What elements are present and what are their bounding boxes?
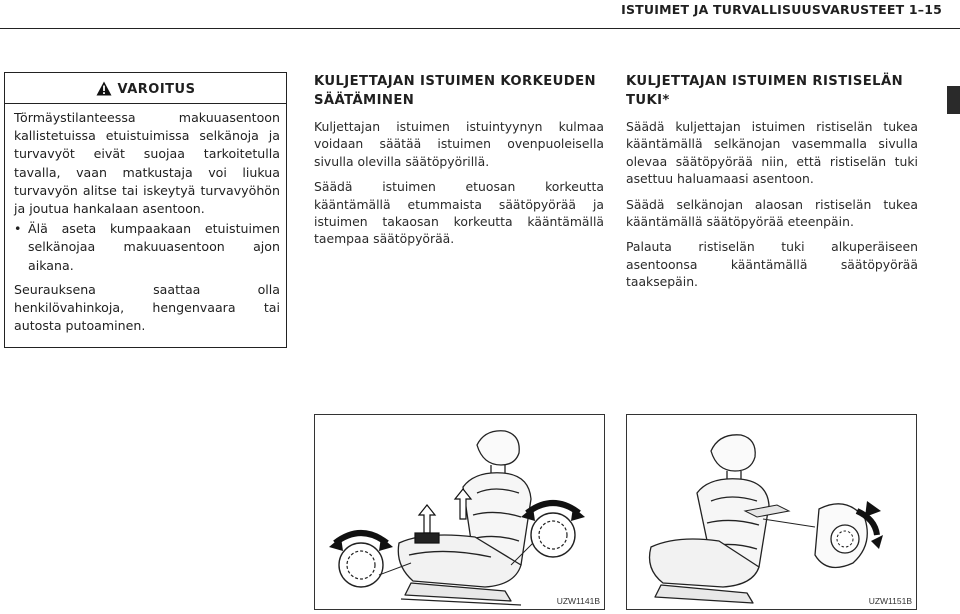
seat-height-illustration xyxy=(315,415,604,609)
seat-height-paragraph-2: Säädä istuimen etuosan korkeutta kääntämällä etummaista säätöpyörää ja istuimen takaosan korkeutta kääntämällä taempaa säätöpyörää. xyxy=(314,179,604,247)
warning-body xyxy=(14,109,280,335)
figure-code: UZW1151B xyxy=(868,596,912,606)
warning-consequence: Seurauksena saattaa olla henkilövahinkoja, hengenvaara tai autosta putoaminen. xyxy=(14,281,280,334)
front-adjust-knob xyxy=(329,533,393,587)
header-divider xyxy=(0,28,960,29)
lumbar-title: KULJETTAJAN ISTUIMEN RISTISELÄN TUKI* xyxy=(626,74,904,108)
chapter-title: ISTUIMET JA TURVALLISUUSVARUSTEET 1–15 xyxy=(621,2,942,17)
warning-bullet-item xyxy=(14,220,280,275)
lumbar-paragraph-3: Palauta ristiselän tuki alkuperäiseen asentoonsa kääntämällä säätöpyörää taaksepäin. xyxy=(626,239,918,290)
seat-height-figure xyxy=(314,414,605,610)
warning-triangle-icon xyxy=(96,81,112,96)
warning-title: VAROITUS xyxy=(117,82,196,97)
seat-height-title: KULJETTAJAN ISTUIMEN KORKEUDEN SÄÄTÄMINEN xyxy=(314,74,596,108)
lumbar-adjust-knob xyxy=(815,501,883,568)
warning-box xyxy=(4,72,287,348)
figure-code: UZW1141B xyxy=(556,596,600,606)
seat-height-section xyxy=(314,72,604,256)
lumbar-section xyxy=(626,72,918,299)
lumbar-paragraph-2: Säädä selkänojan alaosan ristiselän tukea kääntämällä säätöpyörää eteenpäin. xyxy=(626,196,918,230)
warning-heading xyxy=(5,81,286,97)
warning-bullet-text: Älä aseta kumpaakaan etuistuimen selkänojaa makuuasentoon ajon aikana. xyxy=(28,221,280,273)
seat-height-paragraph-1: Kuljettajan istuimen istuintyynyn kulmaa voidaan säätää istuimen ovenpuoleisella sivulla olevilla säätöpyörillä. xyxy=(314,119,604,169)
warning-divider xyxy=(5,103,286,104)
lumbar-paragraph-1: Säädä kuljettajan istuimen ristiselän tukea kääntämällä selkänojan vasemmalla sivulla olevaa säätöpyörää niin, että ristiselän tuki asettuu haluamaasi asentoon. xyxy=(626,119,918,187)
warning-intro: Törmäystilanteessa makuuasentoon kallistetuissa etuistuimissa selkänoja ja turvavyöt eivät suojaa tarkoitetulla tavalla, vaan matkustaja voi liukua turvavyön alitse tai iskeytyä turvavyöhön ja joutua hankalaan asentoon. xyxy=(14,110,280,217)
bullet-dot: • xyxy=(14,221,22,237)
lumbar-figure xyxy=(626,414,917,610)
chapter-tab-marker xyxy=(947,86,960,114)
rear-adjust-knob xyxy=(521,503,585,557)
lumbar-illustration xyxy=(627,415,916,609)
